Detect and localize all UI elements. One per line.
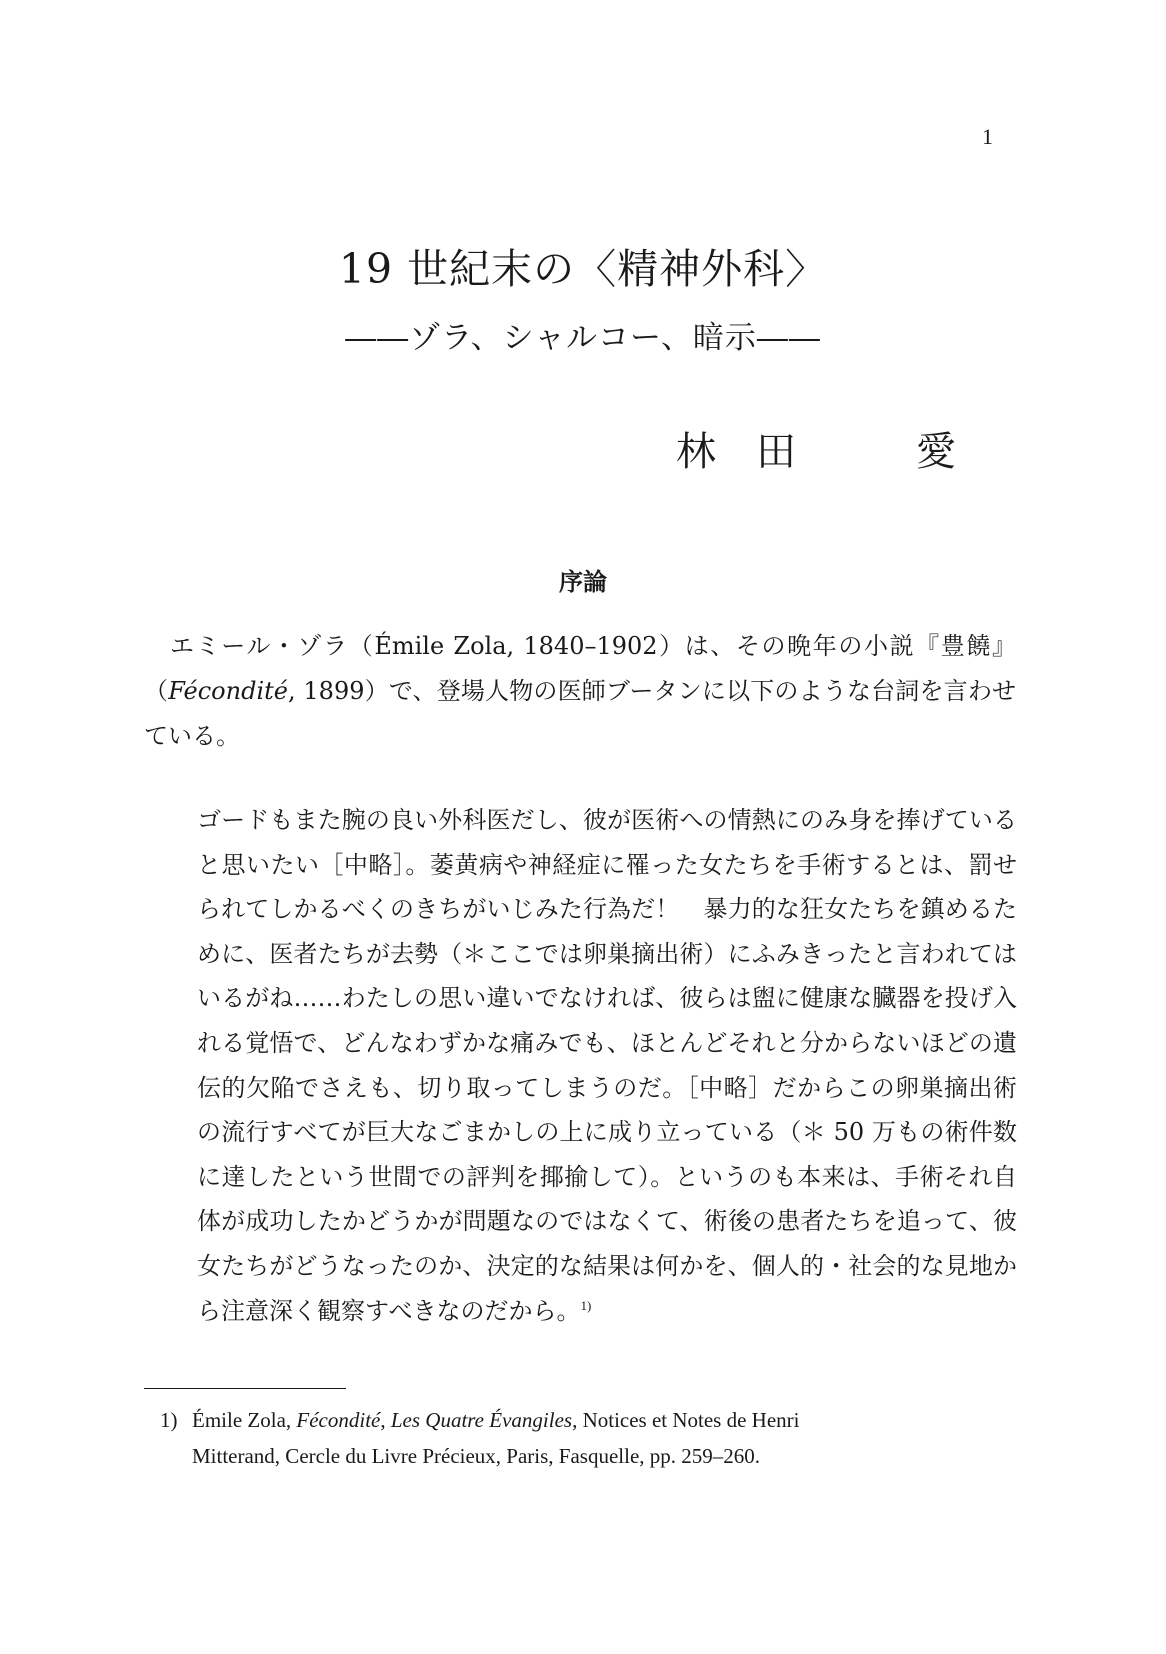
intro-paragraph xyxy=(144,624,1016,759)
section-heading: 序論 xyxy=(559,567,607,596)
footnote-title-1: Fécondité xyxy=(296,1408,381,1432)
footnote-label: 1) xyxy=(160,1408,178,1432)
footnote-author: Émile Zola, xyxy=(192,1408,297,1432)
intro-text-2: , 1899）で、登場人物の医師ブータンに以下のような台詞を言わせている。 xyxy=(144,677,1017,750)
footnote-divider xyxy=(144,1388,346,1389)
footnote-separator: , xyxy=(380,1408,391,1432)
block-quote xyxy=(197,798,1017,1333)
footnote-title-2: Les Quatre Évangiles xyxy=(390,1408,573,1432)
page-number: 1 xyxy=(982,124,993,149)
article-subtitle: ――ゾラ、シャルコー、暗示―― xyxy=(345,320,821,356)
footnote xyxy=(160,1402,1016,1474)
footnote-reference: 1) xyxy=(580,1297,592,1313)
intro-work-title: Fécondité xyxy=(168,677,288,705)
footnote-line2: Mitterand, Cercle du Livre Précieux, Paris, Fasquelle, pp. 259–260. xyxy=(192,1444,761,1468)
footnote-line1-rest: , Notices et Notes de Henri xyxy=(572,1408,800,1432)
article-title: 19 世紀末の〈精神外科〉 xyxy=(338,245,828,293)
intro-text-1: エミール・ゾラ（Émile Zola, 1840–1902）は、その晩年の小説『豊饒』（ xyxy=(144,632,1016,705)
author-name: 林 田 愛 xyxy=(676,429,956,475)
quote-text: ゴードもまた腕の良い外科医だし、彼が医術への情熱にのみ身を捧げていると思いたい［中略］。萎黄病や神経症に罹った女たちを手術するとは、罰せられてしかるべくのきちがいじみた行為だ！ 暴力的な狂女たちを鎮めるために、医者たちが去勢（＊ここでは卵巣摘出術）にふみきったと言われてはいるがね……わたしの思い違いでなければ、彼らは盥に健康な臓器を投げ入れる覚悟で、どんなわずかな痛みでも、ほとんどそれと分からないほどの遺伝的欠陥でさえも、切り取ってしまうのだ。［中略］だからこの卵巣摘出術の流行すべてが巨大なごまかしの上に成り立っている（＊ 50 万もの術件数に達したという世間での評判を揶揄して）。というのも本来は、手術それ自体が成功したかどうかが問題なのではなくて、術後の患者たちを追って、彼女たちがどうなったのか、決定的な結果は何かを、個人的・社会的な見地から注意深く観察すべきなのだから。 xyxy=(197,806,1017,1325)
